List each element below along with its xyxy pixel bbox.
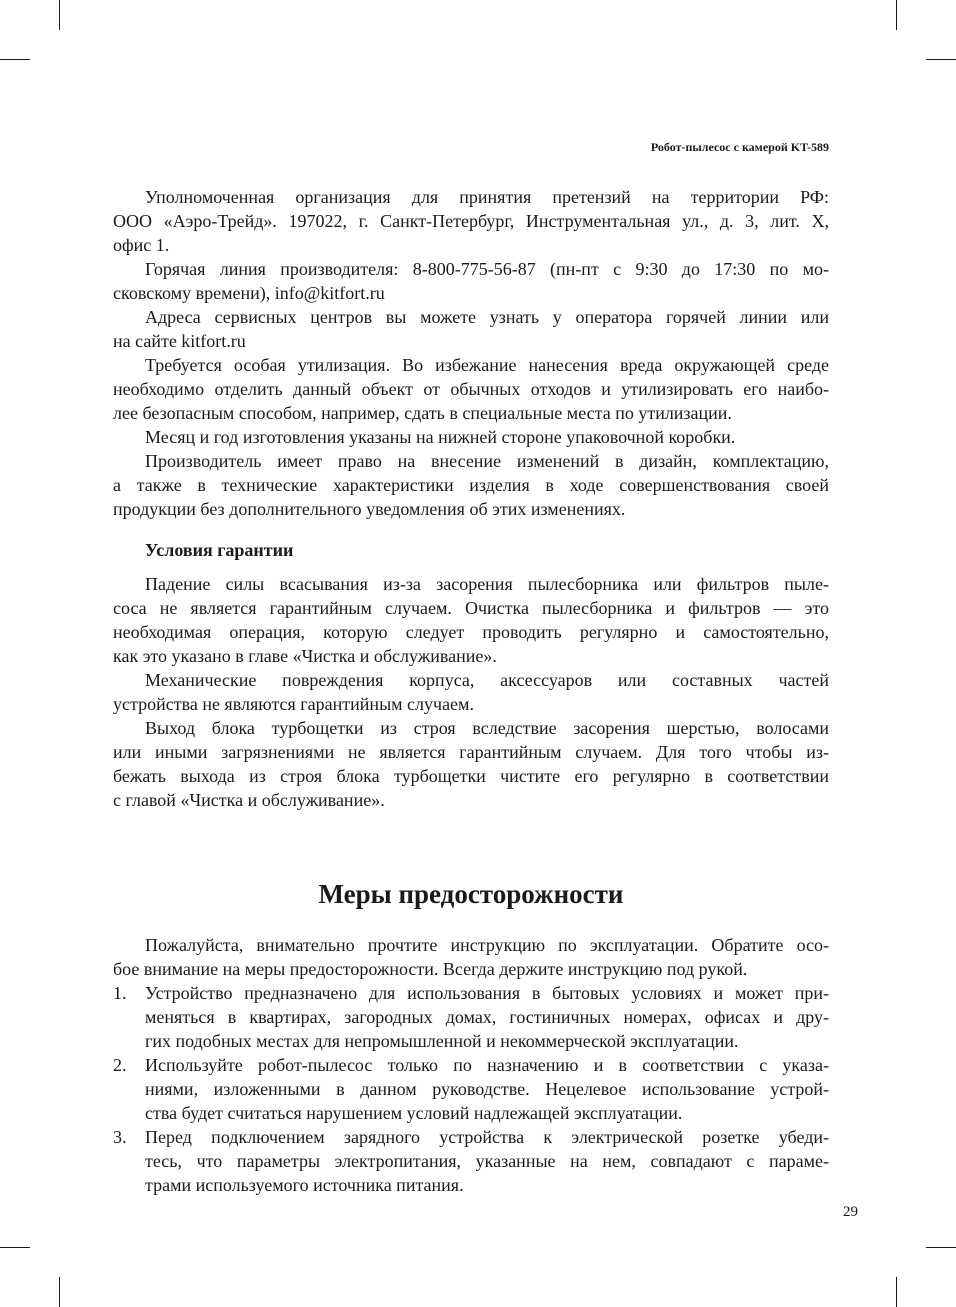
paragraph-authorized-org bbox=[113, 185, 829, 209]
text-line-block bbox=[113, 764, 829, 788]
running-header: Робот-пылесос с камерой KT-589 bbox=[650, 140, 829, 154]
paragraph-manufacturer-rights-end bbox=[113, 497, 829, 521]
warranty-block bbox=[113, 572, 829, 812]
text-line: или иными загрязнениями не является гарантийным случаем. Для того чтобы из- bbox=[113, 742, 829, 762]
section-title-precautions: Меры предосторожности bbox=[318, 879, 624, 909]
text-line: бое внимание на меры предосторожности. Всегда держите инструкцию под рукой. bbox=[113, 959, 748, 979]
text-line: Выход блока турбощетки из строя вследствие засорения шерстью, волосами bbox=[145, 718, 829, 738]
text-line: необходимая операция, которую следует проводить регулярно и самостоятельно, bbox=[113, 622, 829, 642]
text-line-block bbox=[113, 596, 829, 620]
text-line: ниями, изложенными в данном руководстве. Нецелевое использование устрой- bbox=[145, 1079, 829, 1099]
text-line: сковскому времени), info@kitfort.ru bbox=[113, 283, 385, 303]
text-line: Адреса сервисных центров вы можете узнать у оператора горячей линии или bbox=[145, 307, 829, 327]
text-line: соса не является гарантийным случаем. Очистка пылесборника и фильтров — это bbox=[113, 598, 829, 618]
text-line: Требуется особая утилизация. Во избежание нанесения вреда окружающей среде bbox=[145, 355, 829, 375]
text-line: Месяц и год изготовления указаны на нижней стороне упаковочной коробки. bbox=[145, 427, 736, 447]
text-line: Перед подключением зарядного устройства к электрической розетке убеди- bbox=[145, 1127, 829, 1147]
list-item-number: 2. bbox=[113, 1055, 127, 1075]
paragraph-disposal-end bbox=[113, 401, 829, 425]
page-number: 29 bbox=[843, 1204, 858, 1220]
text-line: на сайте kitfort.ru bbox=[113, 331, 246, 351]
precautions-block bbox=[113, 933, 829, 1197]
crop-mark-bottom-right-vertical bbox=[896, 1277, 897, 1307]
text-line: ства будет считаться нарушением условий надлежащей эксплуатации. bbox=[145, 1103, 683, 1123]
text-line: а также в технические характеристики изделия в ходе совершенствования своей bbox=[113, 475, 829, 495]
text-line: Уполномоченная организация для принятия претензий на территории РФ: bbox=[145, 187, 829, 207]
text-line: Производитель имеет право на внесение изменений в дизайн, комплектацию, bbox=[145, 451, 829, 471]
warranty-heading: Условия гарантии bbox=[145, 540, 294, 560]
paragraph-manufacturer-rights bbox=[113, 449, 829, 473]
list-item bbox=[113, 981, 829, 1053]
crop-mark-top-right-horizontal bbox=[926, 59, 956, 60]
text-line: ООО «Аэро-Трейд». 197022, г. Санкт-Петербург, Инструментальная ул., д. 3, лит. Х, bbox=[113, 211, 829, 231]
service-info-block bbox=[113, 185, 829, 521]
crop-mark-top-left-horizontal bbox=[0, 59, 30, 60]
crop-mark-bottom-right-horizontal bbox=[926, 1247, 956, 1248]
list-item-number: 1. bbox=[113, 983, 127, 1003]
paragraph-manufacturer-rights-cont bbox=[113, 473, 829, 497]
text-line: Устройство предназначено для использования в бытовых условиях и может при- bbox=[145, 983, 829, 1003]
paragraph-turbobrush bbox=[113, 716, 829, 740]
precautions-list bbox=[113, 981, 829, 1197]
paragraph-disposal-cont bbox=[113, 377, 829, 401]
text-line: продукции без дополнительного уведомления об этих изменениях. bbox=[113, 499, 626, 519]
paragraph-authorized-org-address bbox=[113, 209, 829, 233]
list-item bbox=[113, 1125, 829, 1197]
paragraph-service-centers bbox=[113, 305, 829, 329]
text-line: гих подобных местах для непромышленной и некоммерческой эксплуатации. bbox=[145, 1031, 739, 1051]
paragraph-authorized-org-office bbox=[113, 233, 829, 257]
paragraph-intro-cont bbox=[113, 957, 829, 981]
text-line: Падение силы всасывания из-за засорения пылесборника или фильтров пыле- bbox=[145, 574, 829, 594]
text-line: Пожалуйста, внимательно прочтите инструкцию по эксплуатации. Обратите осо- bbox=[145, 935, 829, 955]
text-line-block bbox=[113, 740, 829, 764]
text-line: как это указано в главе «Чистка и обслуживание». bbox=[113, 646, 497, 666]
paragraph-suction bbox=[113, 572, 829, 596]
paragraph-mechanical-damage bbox=[113, 668, 829, 692]
text-line: трами используемого источника питания. bbox=[145, 1175, 464, 1195]
text-line: лее безопасным способом, например, сдать в специальные места по утилизации. bbox=[113, 403, 732, 423]
crop-mark-top-left-vertical bbox=[59, 0, 60, 30]
text-line: необходимо отделить данный объект от обычных отходов и утилизировать его наибо- bbox=[113, 379, 829, 399]
text-line: меняться в квартирах, загородных домах, гостиничных номерах, офисах и дру- bbox=[145, 1007, 829, 1027]
list-item bbox=[113, 1053, 829, 1125]
paragraph-disposal bbox=[113, 353, 829, 377]
crop-mark-top-right-vertical bbox=[896, 0, 897, 30]
text-line: Механические повреждения корпуса, аксессуаров или составных частей bbox=[145, 670, 829, 690]
text-line: бежать выхода из строя блока турбощетки чистите его регулярно в соответствии bbox=[113, 766, 829, 786]
text-line-block bbox=[113, 620, 829, 644]
paragraph-hotline bbox=[113, 257, 829, 281]
crop-mark-bottom-left-horizontal bbox=[0, 1247, 30, 1248]
text-line: устройства не являются гарантийным случаем. bbox=[113, 694, 474, 714]
text-line: тесь, что параметры электропитания, указанные на нем, совпадают с параме- bbox=[145, 1151, 829, 1171]
paragraph-intro bbox=[113, 933, 829, 957]
list-item-number: 3. bbox=[113, 1127, 127, 1147]
text-line-block bbox=[113, 644, 829, 668]
text-line: Используйте робот-пылесос только по назначению и в соответствии с указа- bbox=[145, 1055, 829, 1075]
paragraph-hotline-cont bbox=[113, 281, 829, 305]
text-line: офис 1. bbox=[113, 235, 170, 255]
text-line-block bbox=[113, 692, 829, 716]
text-line: Горячая линия производителя: 8-800-775-56-87 (пн-пт с 9:30 до 17:30 по мо- bbox=[145, 259, 829, 279]
paragraph-manufacture-date bbox=[113, 425, 829, 449]
paragraph-service-centers-cont bbox=[113, 329, 829, 353]
text-line: с главой «Чистка и обслуживание». bbox=[113, 790, 385, 810]
crop-mark-bottom-left-vertical bbox=[59, 1277, 60, 1307]
text-line-block bbox=[113, 788, 829, 812]
